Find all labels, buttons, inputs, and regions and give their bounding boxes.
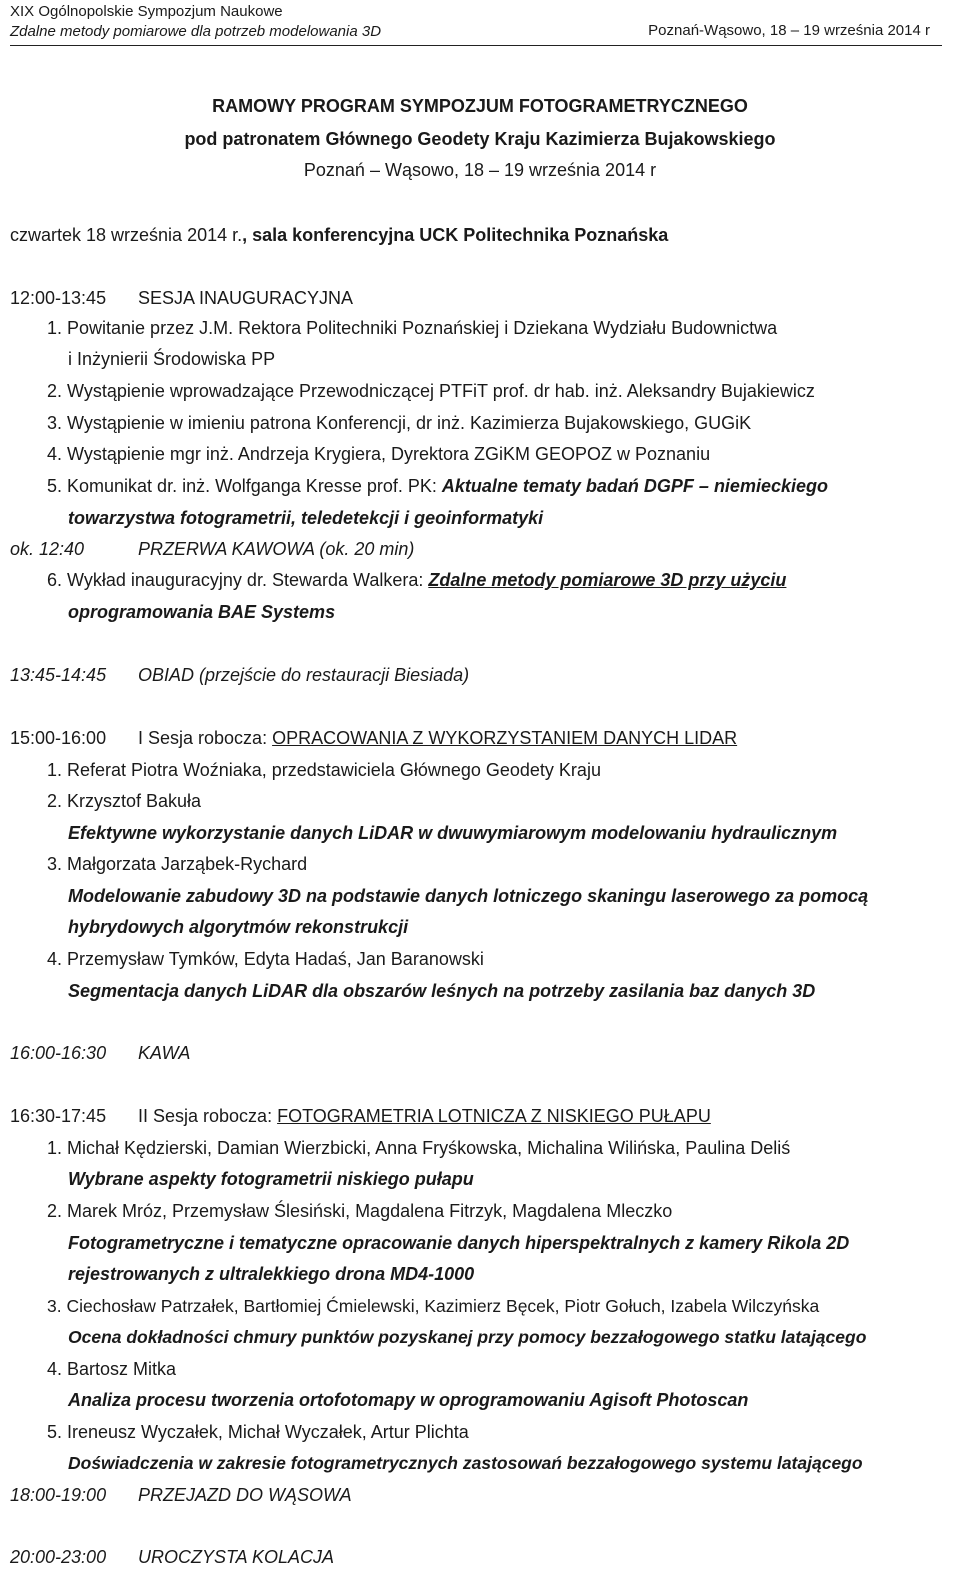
agenda-item-speaker: 6. Wykład inauguracyjny dr. Stewarda Walkera: bbox=[47, 570, 429, 590]
break-time: ok. 12:40 bbox=[10, 539, 85, 559]
session-time: 16:30-17:45 bbox=[10, 1106, 107, 1126]
session-topic: FOTOGRAMETRIA LOTNICZA Z NISKIEGO PUŁAPU bbox=[277, 1106, 711, 1126]
lunch-break bbox=[10, 663, 469, 687]
agenda-item-cont: i Inżynierii Środowiska PP bbox=[68, 349, 276, 369]
lunch-time: 13:45-14:45 bbox=[10, 665, 107, 685]
header-symposium: XIX Ogólnopolskie Sympozjum Naukowe bbox=[10, 3, 283, 20]
agenda-item-title-cont: towarzystwa fotogrametrii, teledetekcji i geoinformatyki bbox=[68, 508, 544, 528]
transfer bbox=[10, 1483, 352, 1507]
transfer-time: 18:00-19:00 bbox=[10, 1485, 107, 1505]
session-lidar-heading bbox=[10, 726, 737, 750]
agenda-item: 3. Małgorzata Jarząbek-Rychard bbox=[47, 854, 308, 874]
lunch-label: OBIAD (przejście do restauracji Biesiada) bbox=[138, 665, 470, 685]
program-patronage: pod patronatem Głównego Geodety Kraju Kazimierza Bujakowskiego bbox=[184, 129, 776, 149]
dinner bbox=[10, 1545, 334, 1569]
break-label: PRZERWA KAWOWA (ok. 20 min) bbox=[138, 539, 415, 559]
agenda-item-title-cont: rejestrowanych z ultralekkiego drona MD4-1000 bbox=[68, 1264, 475, 1284]
agenda-item-title: Segmentacja danych LiDAR dla obszarów leśnych na potrzeby zasilania baz danych 3D bbox=[68, 981, 816, 1001]
agenda-item: 3. Ciechosław Patrzałek, Bartłomiej Ćmielewski, Kazimierz Bęcek, Piotr Gołuch, Izabela Wilczyńska bbox=[47, 1296, 820, 1316]
session-label: SESJA INAUGURACYJNA bbox=[138, 288, 354, 308]
coffee-break bbox=[10, 1041, 190, 1065]
coffee-break bbox=[10, 537, 414, 561]
session-time: 15:00-16:00 bbox=[10, 728, 107, 748]
agenda-item: 1. Referat Piotra Woźniaka, przedstawiciela Głównego Geodety Kraju bbox=[47, 760, 601, 780]
agenda-item: 1. Powitanie przez J.M. Rektora Politechniki Poznańskiej i Dziekana Wydziału Budownictwa bbox=[47, 318, 778, 338]
agenda-item: 2. Marek Mróz, Przemysław Ślesiński, Magdalena Fitrzyk, Magdalena Mleczko bbox=[47, 1201, 673, 1221]
agenda-item-title: Analiza procesu tworzenia ortofotomapy w oprogramowaniu Agisoft Photoscan bbox=[68, 1390, 749, 1410]
session-uav-heading bbox=[10, 1104, 711, 1128]
header-date-place: Poznań-Wąsowo, 18 – 19 września 2014 r bbox=[648, 22, 930, 39]
agenda-item-title: Efektywne wykorzystanie danych LiDAR w dwuwymiarowym modelowaniu hydraulicznym bbox=[68, 823, 838, 843]
agenda-item: 4. Bartosz Mitka bbox=[47, 1359, 177, 1379]
agenda-item: 3. Wystąpienie w imieniu patrona Konferencji, dr inż. Kazimierza Bujakowskiego, GUGiK bbox=[47, 413, 752, 433]
header-subtitle: Zdalne metody pomiarowe dla potrzeb modelowania 3D bbox=[10, 23, 382, 40]
coffee-label: KAWA bbox=[138, 1043, 191, 1063]
agenda-item-speaker: 5. Komunikat dr. inż. Wolfganga Kresse prof. PK: bbox=[47, 476, 442, 496]
transfer-label: PRZEJAZD DO WĄSOWA bbox=[138, 1485, 352, 1505]
dinner-label: UROCZYSTA KOLACJA bbox=[138, 1547, 335, 1567]
agenda-item: 5. Ireneusz Wyczałek, Michał Wyczałek, Artur Plichta bbox=[47, 1422, 469, 1442]
coffee-time: 16:00-16:30 bbox=[10, 1043, 107, 1063]
agenda-item: 4. Przemysław Tymków, Edyta Hadaś, Jan Baranowski bbox=[47, 949, 484, 969]
day-venue: , sala konferencyjna UCK Politechnika Poznańska bbox=[242, 225, 669, 245]
agenda-item-title-cont: hybrydowych algorytmów rekonstrukcji bbox=[68, 917, 409, 937]
agenda-item-title-cont: oprogramowania BAE Systems bbox=[68, 602, 336, 622]
agenda-item bbox=[47, 474, 828, 498]
program-title: RAMOWY PROGRAM SYMPOZJUM FOTOGRAMETRYCZNEGO bbox=[212, 96, 748, 116]
agenda-item-title: Ocena dokładności chmury punktów pozyskanej przy pomocy bezzałogowego statku latającego bbox=[68, 1327, 867, 1347]
agenda-item bbox=[47, 568, 786, 592]
agenda-item: 2. Wystąpienie wprowadzające Przewodniczącej PTFiT prof. dr hab. inż. Aleksandry Bujakiewicz bbox=[47, 381, 815, 401]
program-place-date: Poznań – Wąsowo, 18 – 19 września 2014 r bbox=[303, 160, 657, 180]
session-topic: OPRACOWANIA Z WYKORZYSTANIEM DANYCH LIDAR bbox=[272, 728, 738, 748]
session-prefix: I Sesja robocza: bbox=[138, 728, 273, 748]
day-date: czwartek 18 września 2014 r. bbox=[10, 225, 243, 245]
agenda-item-title: Wybrane aspekty fotogrametrii niskiego pułapu bbox=[68, 1169, 474, 1189]
agenda-item: 2. Krzysztof Bakuła bbox=[47, 791, 202, 811]
session-prefix: II Sesja robocza: bbox=[138, 1106, 278, 1126]
agenda-item: 4. Wystąpienie mgr inż. Andrzeja Krygiera, Dyrektora ZGiKM GEOPOZ w Poznaniu bbox=[47, 444, 711, 464]
agenda-item-title: Zdalne metody pomiarowe 3D przy użyciu bbox=[428, 570, 787, 590]
dinner-time: 20:00-23:00 bbox=[10, 1547, 107, 1567]
session-inaugural-heading bbox=[10, 286, 353, 310]
agenda-item-title: Aktualne tematy badań DGPF – niemieckiego bbox=[441, 476, 828, 496]
header-divider bbox=[10, 45, 942, 46]
agenda-item-title: Doświadczenia w zakresie fotogrametrycznych zastosowań bezzałogowego systemu latającego bbox=[68, 1453, 863, 1473]
agenda-item: 1. Michał Kędzierski, Damian Wierzbicki, Anna Fryśkowska, Michalina Wilińska, Paulina Deliś bbox=[47, 1138, 791, 1158]
session-time: 12:00-13:45 bbox=[10, 288, 107, 308]
day-heading bbox=[10, 223, 668, 247]
agenda-item-title: Fotogrametryczne i tematyczne opracowanie danych hiperspektralnych z kamery Rikola 2D bbox=[68, 1233, 850, 1253]
agenda-item-title: Modelowanie zabudowy 3D na podstawie danych lotniczego skaningu laserowego za pomocą bbox=[68, 886, 869, 906]
